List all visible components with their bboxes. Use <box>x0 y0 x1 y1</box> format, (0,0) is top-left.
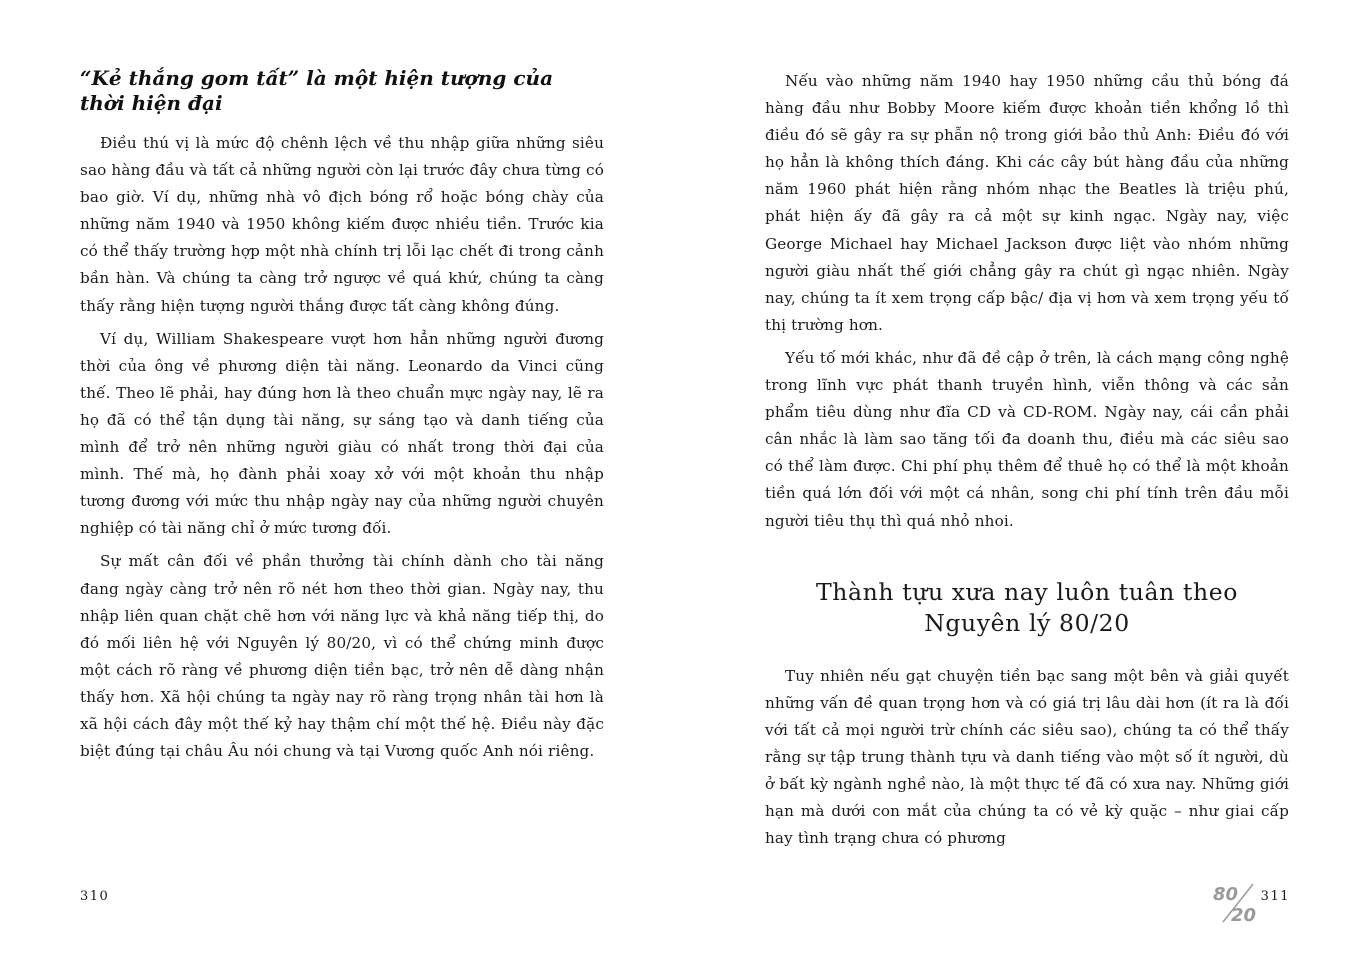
body-paragraph: Điều thú vị là mức độ chênh lệch về thu nhập giữa những siêu sao hàng đầu và tất cả những người còn lại trước đây chưa từng có bao giờ. Ví dụ, những nhà vô địch bóng rổ hoặc bóng chày của những năm 1940 và 1950 không kiếm được nhiều tiền. Trước kia có thể thấy trường hợp một nhà chính trị lỗi lạc chết đi trong cảnh bần hàn. Và chúng ta càng trở ngược về quá khứ, chúng ta càng thấy rằng hiện tượng người thắng được tất càng không đúng. <box>80 134 604 315</box>
body-paragraph: Ví dụ, William Shakespeare vượt hơn hẳn những người đương thời của ông về phương diện tài năng. Leonardo da Vinci cũng thế. Theo lẽ phải, hay đúng hơn là theo chuẩn mực ngày nay, lẽ ra họ đã có thể tận dụng tài năng, sự sáng tạo và danh tiếng của mình để trở nên những người giàu có nhất trong thời đại của mình. Thế mà, họ đành phải xoay xở với một khoản thu nhập tương đương với mức thu nhập ngày nay của những người chuyên nghiệp có tài năng chỉ ở mức tương đối. <box>80 329 604 538</box>
right-text-column <box>765 68 1289 858</box>
80-20-logo-icon <box>1209 878 1265 926</box>
right-page <box>685 0 1370 969</box>
logo-top-number: 80 <box>1213 884 1239 905</box>
chapter-title <box>765 577 1289 639</box>
logo-bottom-number: 20 <box>1231 905 1257 926</box>
body-paragraph: Sự mất cân đối về phần thưởng tài chính dành cho tài năng đang ngày càng trở nên rõ nét hơn theo thời gian. Ngày nay, thu nhập liên quan chặt chẽ hơn với năng lực và khả năng tiếp thị, do đó mối liên hệ với Nguyên lý 80/20, vì có thể chứng minh được một cách rõ ràng về phương diện tiền bạc, trở nên dễ dàng nhận thấy hơn. Xã hội chúng ta ngày nay rõ ràng trọng nhân tài hơn là xã hội cách đây một thế kỷ hay thậm chí một thế hệ. Điều này đặc biệt đúng tại châu Âu nói chung và tại Vương quốc Anh nói riêng. <box>80 552 604 761</box>
body-paragraph: Tuy nhiên nếu gạt chuyện tiền bạc sang một bên và giải quyết những vấn đề quan trọng hơn và có giá trị lâu dài hơn (ít ra là đối với tất cả mọi người trừ chính các siêu sao), chúng ta có thể thấy rằng sự tập trung thành tựu và danh tiếng vào một số ít người, dù ở bất kỳ ngành nghề nào, là một thực tế đã có xưa nay. Những giới hạn mà dưới con mắt của chúng ta có vẻ kỳ quặc – như giai cấp hay tình trạng chưa có phương <box>765 666 1289 848</box>
chapter-title-line-2: Nguyên lý 80/20 <box>924 608 1130 637</box>
left-text-column <box>80 66 604 771</box>
section-heading: “Kẻ thắng gom tất” là một hiện tượng của thời hiện đại <box>80 66 554 115</box>
page-number: 311 <box>1260 889 1290 904</box>
chapter-title-line-1: Thành tựu xưa nay luôn tuân theo <box>816 577 1238 606</box>
page-number: 310 <box>80 889 110 904</box>
body-paragraph: Yếu tố mới khác, như đã đề cập ở trên, là cách mạng công nghệ trong lĩnh vực phát thanh truyền hình, viễn thông và các sản phẩm tiêu dùng như đĩa CD và CD-ROM. Ngày nay, cái cần phải cân nhắc là làm sao tăng tối đa doanh thu, điều mà các siêu sao có thể làm được. Chi phí phụ thêm để thuê họ có thể là một khoản tiền quá lớn đối với một cá nhân, song chi phí tính trên đầu mỗi người tiêu thụ thì quá nhỏ nhoi. <box>765 348 1289 530</box>
body-paragraph: Nếu vào những năm 1940 hay 1950 những cầu thủ bóng đá hàng đầu như Bobby Moore kiếm được khoản tiền khổng lồ thì điều đó sẽ gây ra sự phẫn nộ trong giới bảo thủ Anh: Điều đó với họ hẳn là không thích đáng. Khi các cây bút hàng đầu của những năm 1960 phát hiện rằng nhóm nhạc the Beatles là triệu phú, phát hiện ấy đã gây ra cả một sự kinh ngạc. Ngày nay, việc George Michael hay Michael Jackson được liệt vào nhóm những người giàu nhất thế giới chẳng gây ra chút gì ngạc nhiên. Ngày nay, chúng ta ít xem trọng cấp bậc/ địa vị hơn và xem trọng yếu tố thị trường hơn. <box>765 72 1289 334</box>
